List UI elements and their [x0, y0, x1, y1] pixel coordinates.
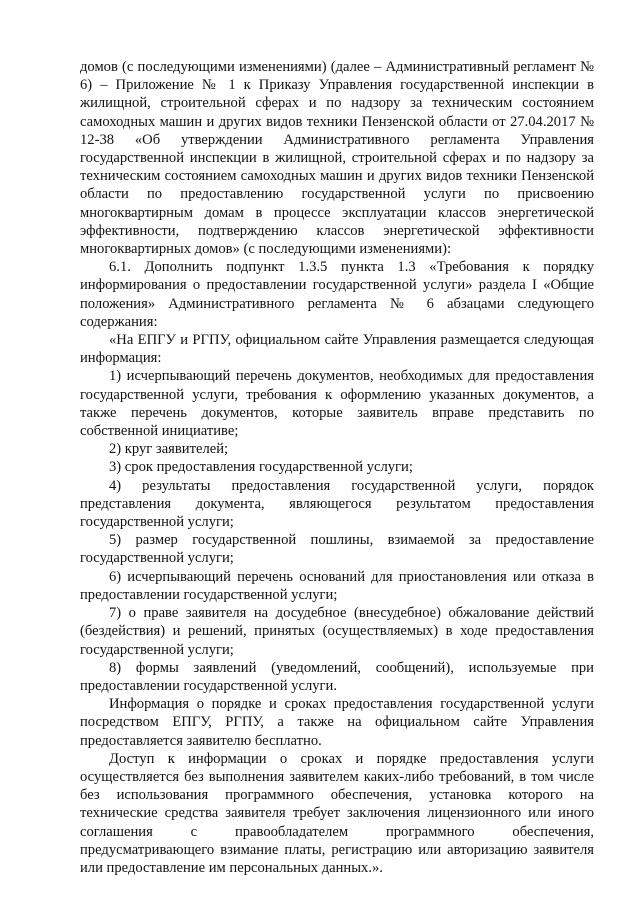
list-item-3: 3) срок предоставления государственной услуги; [109, 459, 413, 476]
paragraph-info: Информация о порядке и сроках предоставления государственной услуги посредством ЕПГУ, РГПУ, а также на официальном сайте Управления предоставляется заявителю бесплатно. [80, 696, 594, 749]
list-item-1: 1) исчерпывающий перечень документов, необходимых для предоставления государственной услуги, требования к оформлению указанных документов, а также перечень документов, которые заявитель вправе представить по собственной инициативе; [80, 368, 594, 440]
paragraph-quote-start: «На ЕПГУ и РГПУ, официальном сайте Управления размещается следующая информация: [80, 332, 594, 367]
list-item-7: 7) о праве заявителя на досудебное (внесудебное) обжалование действий (бездействия) и решений, принятых (осуществляемых) в ходе предоставления государственной услуги; [80, 605, 594, 658]
list-item-8: 8) формы заявлений (уведомлений, сообщений), используемые при предоставлении государственной услуги. [80, 659, 594, 694]
document-page [80, 58, 594, 877]
list-item-4: 4) результаты предоставления государственной услуги, порядок представления документа, являющегося результатом предоставления государственной услуги; [80, 477, 594, 531]
list-item-2: 2) круг заявителей; [109, 441, 229, 458]
paragraph-6-1: 6.1. Дополнить подпункт 1.3.5 пункта 1.3 «Требования к порядку информирования о предоставлении государственной услуги» раздела I «Общие положения» Административного регламента № 6 абзацами следующего содержания: [80, 259, 594, 330]
list-item-5: 5) размер государственной пошлины, взимаемой за предоставление государственной услуги; [80, 532, 594, 567]
paragraph-access: Доступ к информации о сроках и порядке предоставления услуги осуществляется без выполнения заявителем каких-либо требований, в том числе без использования программного обеспечения, установка которого на технические средства заявителя требует заключения лицензионного или иного соглашения с правообладателем программного обеспечения, предусматривающего взимание платы, регистрацию или авторизацию заявителя или предоставление им персональных данных.». [80, 750, 594, 876]
paragraph-intro: домов (с последующими изменениями) (далее – Административный регламент № 6) – Приложение № 1 к Приказу Управления государственной инспекции в жилищной, строительной сферах и по надзору за техническим состоянием самоходных машин и других видов техники Пензенской области от 27.04.2017 № 12-38 «Об утверждении Административного регламента Управления государственной инспекции в жилищной, строительной сферах и по надзору за техническим состоянием самоходных машин и других видов техники Пензенской области по предоставлению государственной услуги по присвоению многоквартирным домам в процессе эксплуатации классов энергетической эффективности, подтверждению классов энергетической эффективности многоквартирных домов» (с последующими изменениями): [80, 59, 594, 258]
list-item-6: 6) исчерпывающий перечень оснований для приостановления или отказа в предоставлении государственной услуги; [80, 568, 594, 603]
